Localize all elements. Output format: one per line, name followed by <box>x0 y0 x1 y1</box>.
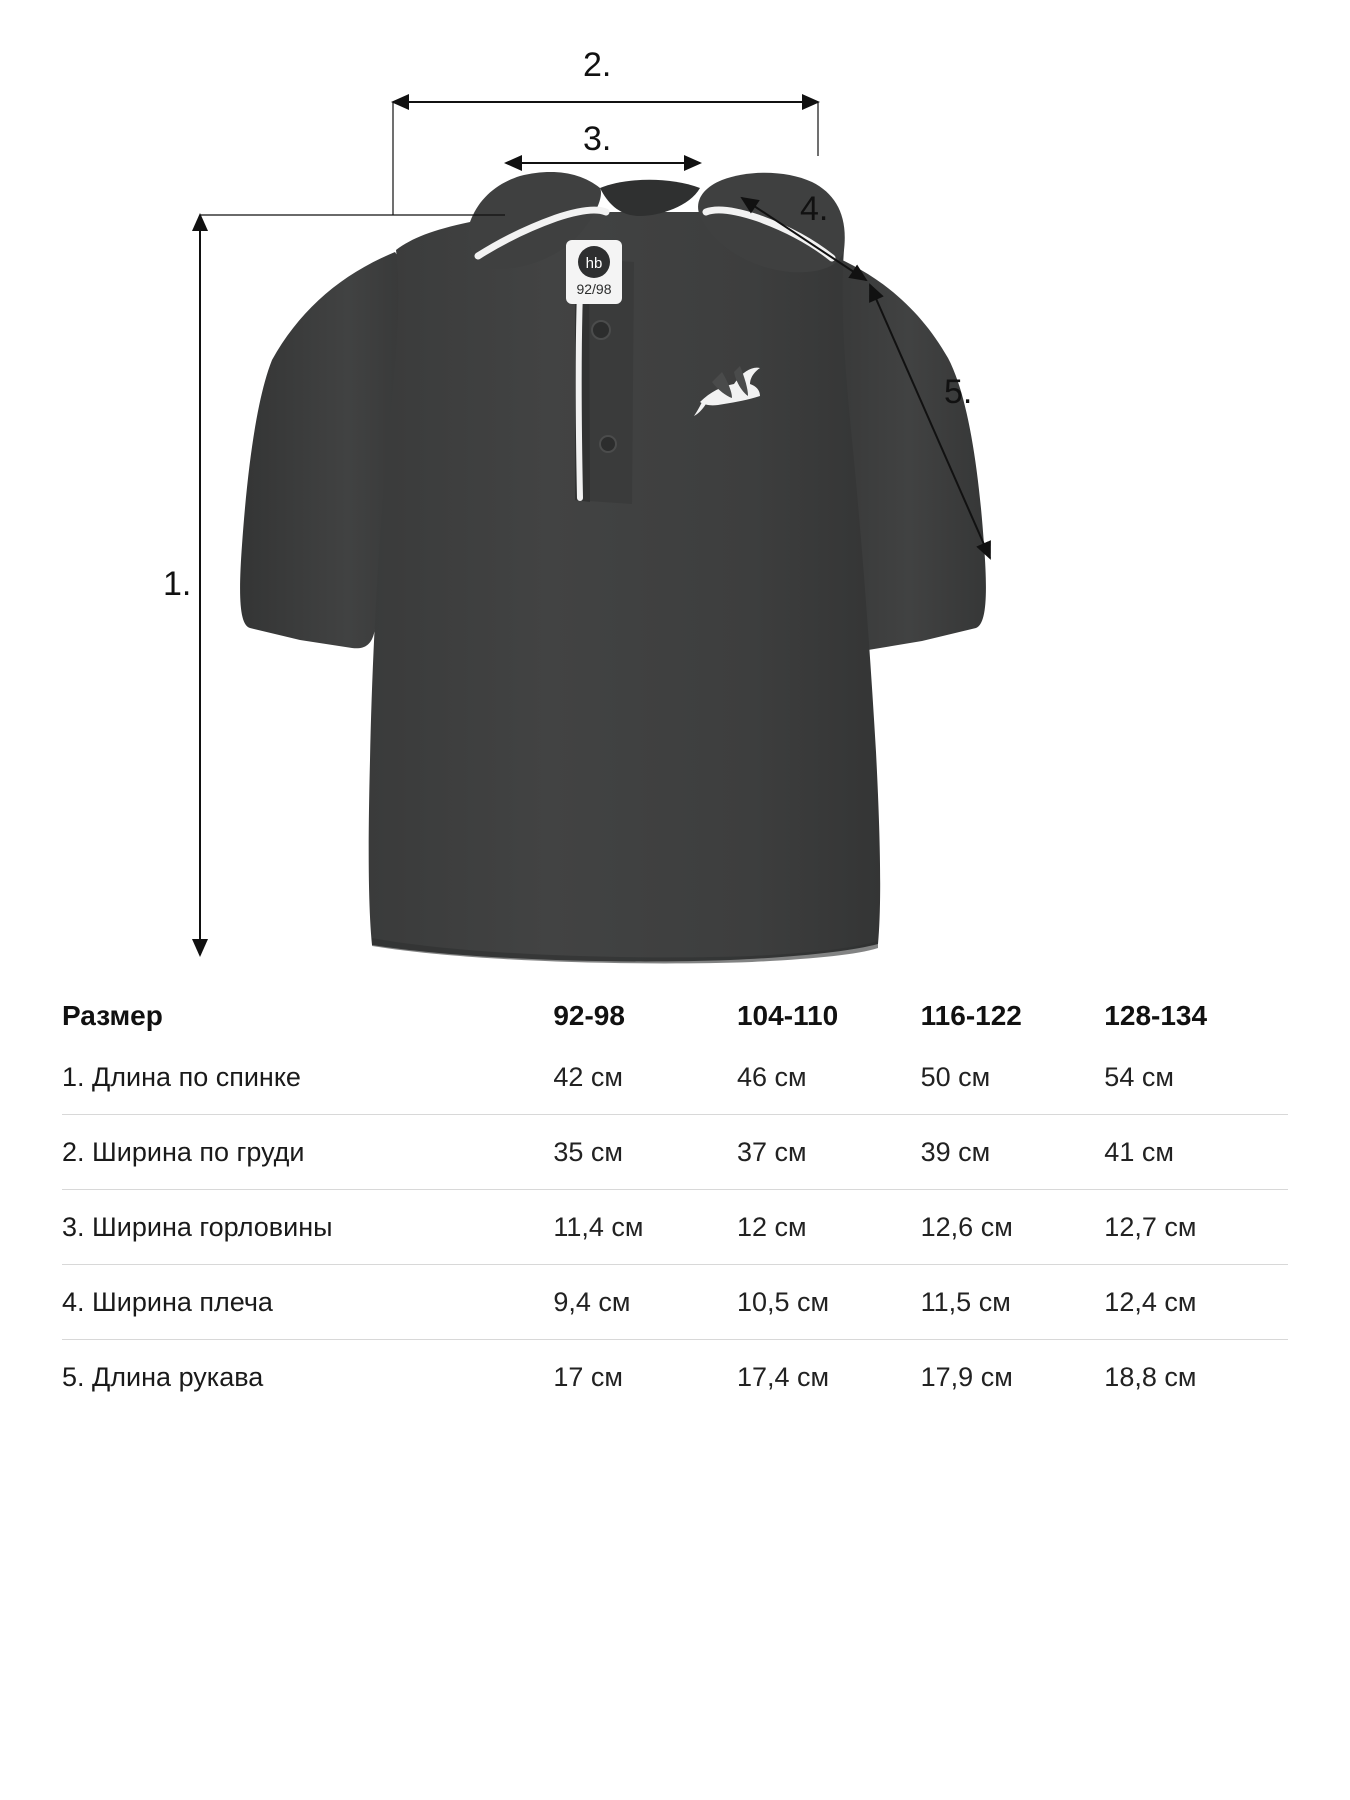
row-value: 35 см <box>553 1115 737 1190</box>
header-128-134: 128-134 <box>1104 1000 1208 1031</box>
row-value: 18,8 см <box>1104 1340 1288 1415</box>
row-value: 12,7 см <box>1104 1190 1288 1265</box>
button-bottom <box>600 436 616 452</box>
row-value: 54 см <box>1104 1061 1174 1092</box>
row-value: 12,6 см <box>921 1190 1105 1265</box>
dimension-label-4: 4. <box>800 190 829 228</box>
row-value: 42 см <box>553 1061 623 1092</box>
row-label: 1. Длина по спинке <box>62 1061 301 1092</box>
row-value: 46 см <box>736 1061 807 1092</box>
row-label: 3. Ширина горловины <box>62 1190 553 1265</box>
table-row <box>62 1265 1288 1340</box>
table-row <box>62 1340 1288 1415</box>
row-value: 10,5 см <box>737 1265 921 1340</box>
row-value: 9,4 см <box>553 1265 737 1340</box>
header-104-110: 104-110 <box>736 1000 839 1031</box>
header-92-98: 92-98 <box>553 1000 625 1031</box>
row-label: 5. Длина рукава <box>62 1340 553 1415</box>
dimension-label-3: 3. <box>583 120 612 158</box>
header-size: Размер <box>62 1000 163 1031</box>
neck-opening <box>600 180 700 216</box>
table-row <box>62 1115 1288 1190</box>
table-header-row <box>62 1000 1288 1040</box>
row-value: 11,5 см <box>921 1265 1105 1340</box>
row-value: 50 см <box>920 1061 991 1092</box>
brand-tag-logo-text: hb <box>585 255 603 272</box>
row-value: 41 см <box>1104 1115 1288 1190</box>
row-value: 12,4 см <box>1104 1265 1288 1340</box>
dimension-label-5: 5. <box>944 373 973 411</box>
table-row <box>62 1190 1288 1265</box>
dimension-label-2: 2. <box>583 46 612 84</box>
brand-tag-size-text: 92/98 <box>576 281 612 297</box>
header-116-122: 116-122 <box>920 1000 1022 1031</box>
row-value: 39 см <box>921 1115 1105 1190</box>
dimension-label-1: 1. <box>163 565 192 603</box>
button-top <box>592 321 610 339</box>
size-chart-table <box>0 1000 1350 1414</box>
row-value: 17,9 см <box>921 1340 1105 1415</box>
table-row <box>62 1040 1288 1115</box>
row-value: 17,4 см <box>737 1340 921 1415</box>
row-value: 37 см <box>737 1115 921 1190</box>
row-value: 12 см <box>737 1190 921 1265</box>
row-value: 17 см <box>553 1340 737 1415</box>
row-value: 11,4 см <box>553 1190 737 1265</box>
row-label: 4. Ширина плеча <box>62 1265 553 1340</box>
row-label: 2. Ширина по груди <box>62 1115 553 1190</box>
